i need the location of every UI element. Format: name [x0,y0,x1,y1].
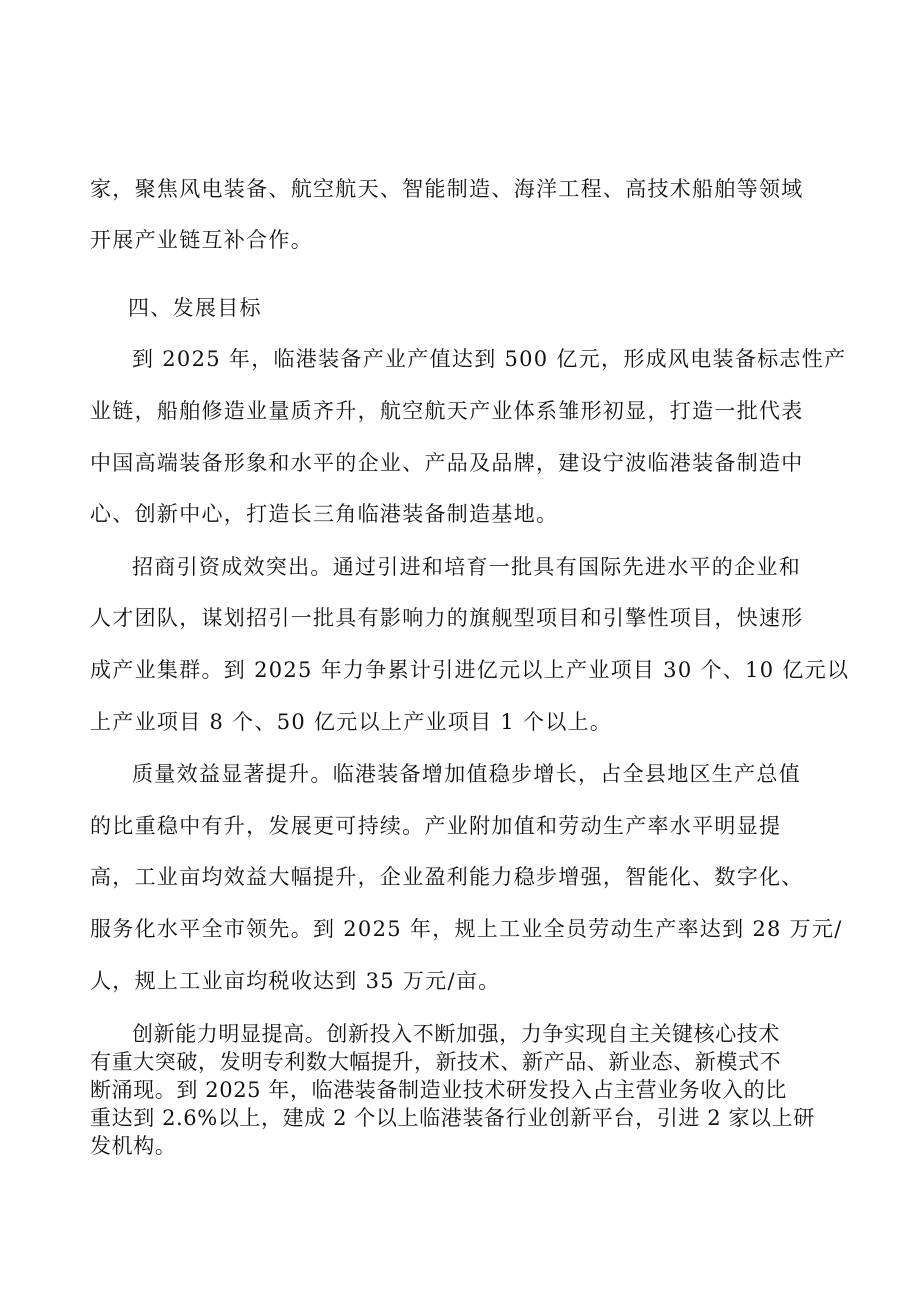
quality-line-4: 服务化水平全市领先。到 2025 年，规上工业全员劳动生产率达到 28 万元/ [90,917,843,941]
goal-line-2: 业链，船舶修造业量质齐升，航空航天产业体系雏形初显，打造一批代表 [90,399,804,423]
innovation-line-2: 有重大突破，发明专利数大幅提升，新技术、新产品、新业态、新模式不 [90,1050,782,1074]
innovation-line-5: 发机构。 [90,1134,177,1158]
innovation-line-4: 重达到 2.6%以上，建成 2 个以上临港装备行业创新平台，引进 2 家以上研 [90,1106,815,1130]
quality-line-1: 质量效益显著提升。临港装备增加值稳步增长，占全县地区生产总值 [132,762,801,786]
goal-line-4: 心、创新中心，打造长三角临港装备制造基地。 [90,502,559,526]
investment-line-1: 招商引资成效突出。通过引进和培育一批具有国际先进水平的企业和 [132,555,801,579]
investment-line-4: 上产业项目 8 个、50 亿元以上产业项目 1 个以上。 [90,710,613,734]
investment-line-3: 成产业集群。到 2025 年力争累计引进亿元以上产业项目 30 个、10 亿元以 [90,658,850,682]
intro-line-1: 家，聚焦风电装备、航空航天、智能制造、海洋工程、高技术船舶等领域 [90,177,804,201]
goal-line-1: 到 2025 年，临港装备产业产值达到 500 亿元，形成风电装备标志性产 [132,347,847,371]
quality-line-5: 人，规上工业亩均税收达到 35 万元/亩。 [90,969,501,993]
investment-line-2: 人才团队，谋划招引一批具有影响力的旗舰型项目和引擎性项目，快速形 [90,606,804,630]
section-heading: 四、发展目标 [128,296,262,320]
intro-line-2: 开展产业链互补合作。 [90,228,313,252]
quality-line-2: 的比重稳中有升，发展更可持续。产业附加值和劳动生产率水平明显提 [90,814,782,838]
goal-line-3: 中国高端装备形象和水平的企业、产品及品牌，建设宁波临港装备制造中 [90,451,804,475]
innovation-line-1: 创新能力明显提高。创新投入不断加强，力争实现自主关键核心技术 [132,1022,780,1046]
innovation-line-3: 断涌现。到 2025 年，临港装备制造业技术研发投入占主营业务收入的比 [90,1078,787,1102]
quality-line-3: 高，工业亩均效益大幅提升，企业盈利能力稳步增强，智能化、数字化、 [90,865,804,889]
